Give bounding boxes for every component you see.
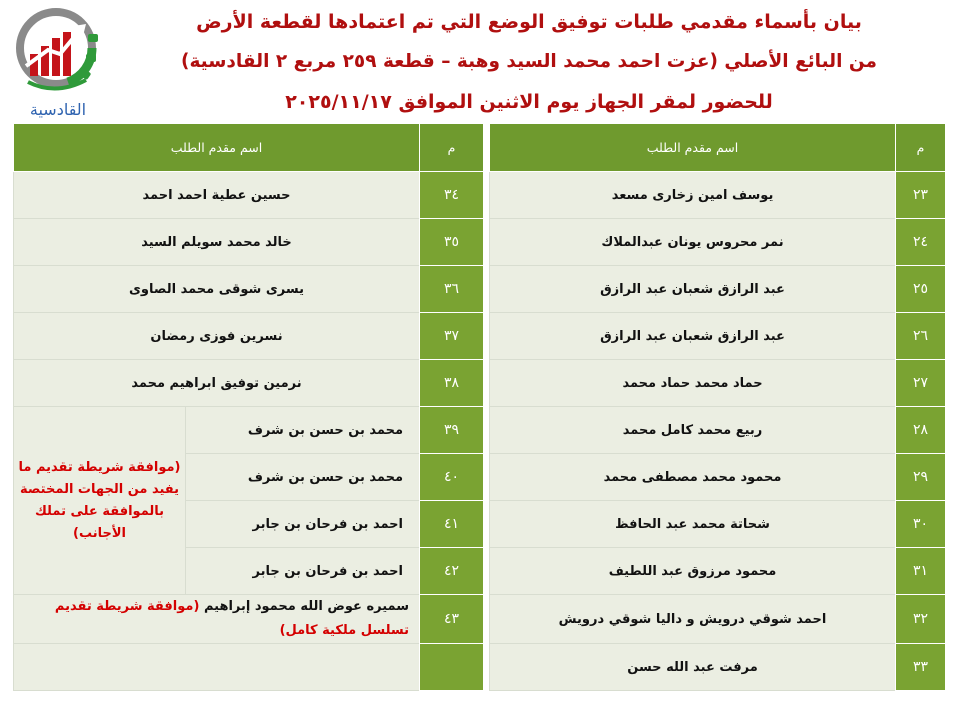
row-number: ٢٧ — [896, 360, 946, 407]
applicant-name: نرمين توفيق ابراهيم محمد — [14, 360, 420, 407]
applicant-name: ربيع محمد كامل محمد — [490, 407, 896, 454]
page-header — [110, 2, 948, 122]
logo-emblem — [8, 4, 108, 100]
applicant-name: حماد محمد حماد محمد — [490, 360, 896, 407]
applicant-name: نمر محروس يونان عبدالملاك — [490, 219, 896, 266]
row-number: ٤٢ — [420, 548, 484, 595]
row-number: ٣٨ — [420, 360, 484, 407]
foreign-ownership-note: (موافقة شريطة تقديم ما يفيد من الجهات المختصة بالموافقة على تملك الأجانب) — [14, 407, 186, 595]
applicant-name: خالد محمد سويلم السيد — [14, 219, 420, 266]
applicant-name: يوسف امين زخارى مسعد — [490, 172, 896, 219]
row-number: ٣٤ — [420, 172, 484, 219]
table-row — [14, 644, 946, 691]
applicant-name-with-note — [14, 595, 420, 644]
applicant-name: محمد بن حسن بن شرف — [186, 407, 420, 454]
table-row — [14, 172, 946, 219]
logo — [8, 4, 108, 120]
ownership-chain-note: (موافقة شريطة تقديم تسلسل ملكية كامل) — [54, 599, 410, 638]
applicant-name: عبد الرازق شعبان عبد الرازق — [490, 313, 896, 360]
applicant-name: نسرين فوزى رمضان — [14, 313, 420, 360]
column-gap — [484, 124, 490, 172]
applicant-name: محمود مرزوق عبد اللطيف — [490, 548, 896, 595]
header-line-1: بيان بأسماء مقدمي طلبات توفيق الوضع التي تم اعتمادها لقطعة الأرض — [196, 11, 862, 33]
applicant-name: يسرى شوقى محمد الصاوى — [14, 266, 420, 313]
row-number: ٢٩ — [896, 454, 946, 501]
row-number: ٢٣ — [896, 172, 946, 219]
table-row — [14, 266, 946, 313]
row-number: ٤٠ — [420, 454, 484, 501]
table-row — [14, 219, 946, 266]
header-num-left: م — [420, 124, 484, 172]
header-line-3: للحضور لمقر الجهاز يوم الاثنين الموافق ٢٠٢٥/١١/١٧ — [285, 91, 773, 113]
applicant-name: حسين عطية احمد احمد — [14, 172, 420, 219]
header-num-right: م — [896, 124, 946, 172]
applicant-name: احمد شوقي درويش و داليا شوقي درويش — [490, 595, 896, 644]
applicants-table — [13, 123, 946, 691]
table-row — [14, 595, 946, 644]
applicant-name: محمد بن حسن بن شرف — [186, 454, 420, 501]
row-number: ٣٣ — [896, 644, 946, 691]
logo-caption: القادسية — [29, 100, 87, 119]
row-number: ٢٨ — [896, 407, 946, 454]
applicant-name-empty — [14, 644, 420, 691]
row-number: ٣٥ — [420, 219, 484, 266]
row-number: ٤٣ — [420, 595, 484, 644]
table-row — [14, 407, 946, 454]
applicant-name: احمد بن فرحان بن جابر — [186, 501, 420, 548]
header-name-left: اسم مقدم الطلب — [14, 124, 420, 172]
row-number: ٢٥ — [896, 266, 946, 313]
row-number: ٢٤ — [896, 219, 946, 266]
applicant-name: احمد بن فرحان بن جابر — [186, 548, 420, 595]
header-name-right: اسم مقدم الطلب — [490, 124, 896, 172]
row-number: ٢٦ — [896, 313, 946, 360]
applicant-name: مرفت عبد الله حسن — [490, 644, 896, 691]
row-number: ٣٠ — [896, 501, 946, 548]
row-number: ٣٢ — [896, 595, 946, 644]
row-number: ٣٩ — [420, 407, 484, 454]
table-row — [14, 360, 946, 407]
table-header-row — [14, 124, 946, 172]
header-line-2: من البائع الأصلي (عزت احمد محمد السيد وهبة – قطعة ٢٥٩ مربع ٢ القادسية) — [181, 51, 877, 72]
row-number: ٣٦ — [420, 266, 484, 313]
row-number: ٣١ — [896, 548, 946, 595]
applicant-name: سميره عوض الله محمود إبراهيم — [203, 599, 410, 614]
table-row — [14, 313, 946, 360]
applicant-name: عبد الرازق شعبان عبد الرازق — [490, 266, 896, 313]
applicant-name: شحاتة محمد عبد الحافظ — [490, 501, 896, 548]
row-number: ٣٧ — [420, 313, 484, 360]
row-number: ٤١ — [420, 501, 484, 548]
applicant-name: محمود محمد مصطفى محمد — [490, 454, 896, 501]
row-number-empty — [420, 644, 484, 691]
